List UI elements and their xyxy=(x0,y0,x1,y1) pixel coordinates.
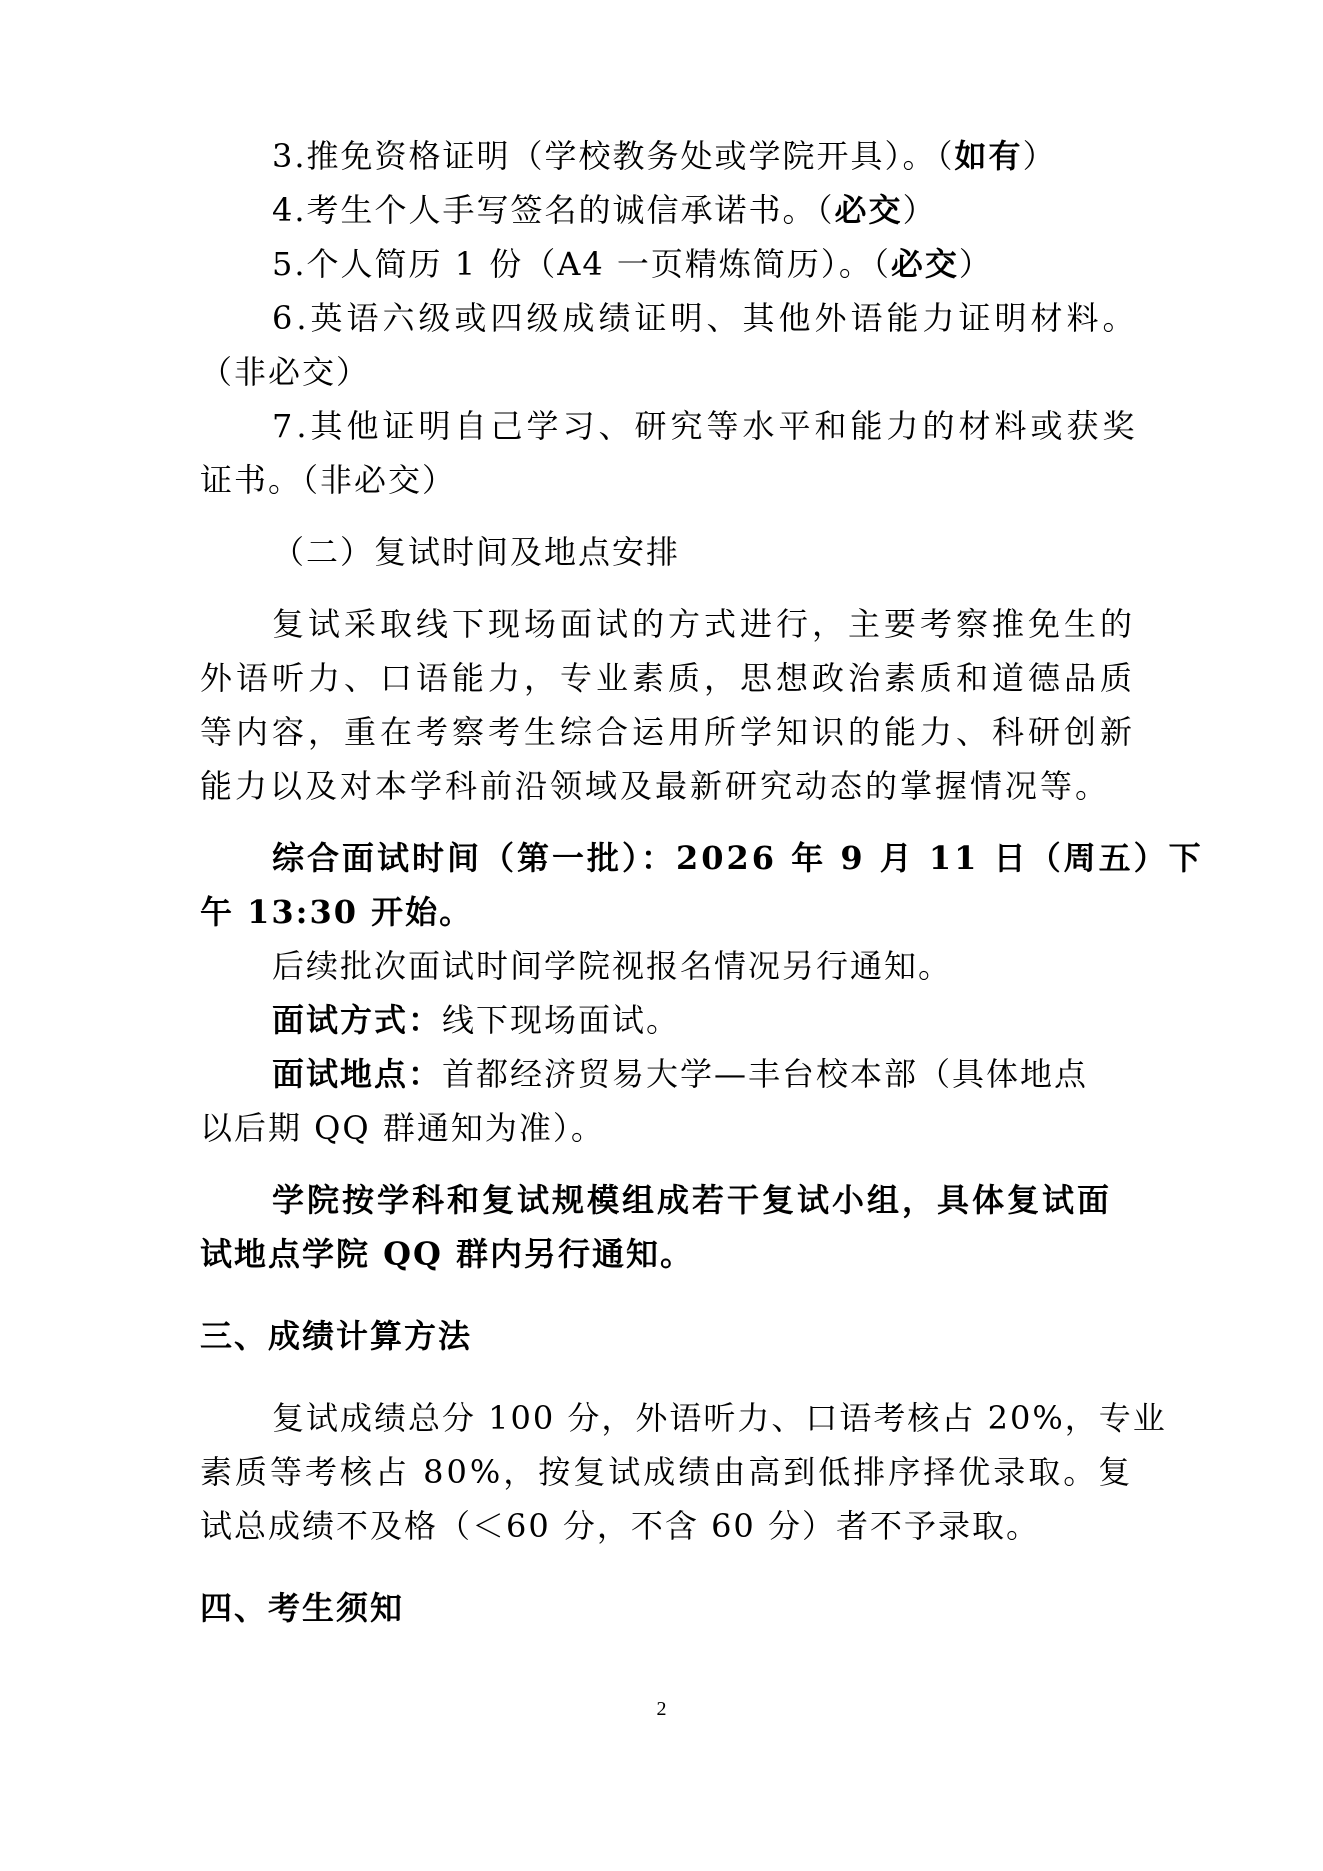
list-item-4-close: ） xyxy=(902,191,937,229)
paragraph-line: 试总成绩不及格（＜60 分，不含 60 分）者不予录取。 xyxy=(200,1507,1040,1545)
interview-time-line-2: 午 13:30 开始。 xyxy=(200,893,474,931)
list-item-3 xyxy=(272,136,1232,176)
list-item-5-close: ） xyxy=(958,245,993,283)
list-item-4-flag: 必交 xyxy=(834,191,903,229)
section-heading-3: 三、成绩计算方法 xyxy=(200,1317,473,1355)
interview-method xyxy=(272,1000,1232,1040)
paragraph-line: 等内容，重在考察考生综合运用所学知识的能力、科研创新 xyxy=(200,713,1137,751)
subsection-heading-2: （二）复试时间及地点安排 xyxy=(272,533,681,571)
paragraph-line: 外语听力、口语能力，专业素质，思想政治素质和道德品质 xyxy=(200,659,1137,697)
list-item-4-text: 4.考生个人手写签名的诚信承诺书。（ xyxy=(272,191,835,229)
interview-location-value: 首都经济贸易大学—丰台校本部（具体地点 xyxy=(442,1055,1089,1093)
list-item-6-line-2: （非必交） xyxy=(200,353,371,391)
list-item-5 xyxy=(272,244,1232,284)
page-number: 2 xyxy=(656,1698,667,1720)
paragraph-line: 后续批次面试时间学院视报名情况另行通知。 xyxy=(272,947,953,985)
list-item-3-text: 3.推免资格证明（学校教务处或学院开具）。（ xyxy=(272,137,955,175)
bold-notice-line-2: 试地点学院 QQ 群内另行通知。 xyxy=(200,1235,695,1273)
list-item-3-close: ） xyxy=(1022,137,1057,175)
interview-method-value: 线下现场面试。 xyxy=(442,1001,681,1039)
paragraph-line: 以后期 QQ 群通知为准）。 xyxy=(200,1109,605,1147)
section-heading-4: 四、考生须知 xyxy=(200,1589,405,1627)
list-item-3-flag: 如有 xyxy=(954,137,1023,175)
list-item-5-text: 5.个人简历 1 份（A4 一页精炼简历）。（ xyxy=(272,245,891,283)
interview-location-label: 面试地点： xyxy=(272,1055,443,1093)
paragraph-line: 复试成绩总分 100 分，外语听力、口语考核占 20%，专业 xyxy=(272,1399,1167,1437)
paragraph-line: 复试采取线下现场面试的方式进行，主要考察推免生的 xyxy=(272,605,1137,643)
list-item-4 xyxy=(272,190,1232,230)
bold-notice-line-1: 学院按学科和复试规模组成若干复试小组，具体复试面 xyxy=(272,1181,1113,1219)
list-item-7-line-2: 证书。（非必交） xyxy=(200,461,457,499)
paragraph-line: 能力以及对本学科前沿领域及最新研究动态的掌握情况等。 xyxy=(200,767,1111,805)
interview-method-label: 面试方式： xyxy=(272,1001,443,1039)
list-item-6-line-1: 6.英语六级或四级成绩证明、其他外语能力证明材料。 xyxy=(272,299,1139,337)
paragraph-line: 素质等考核占 80%，按复试成绩由高到低排序择优录取。复 xyxy=(200,1453,1134,1491)
list-item-7-line-1: 7.其他证明自己学习、研究等水平和能力的材料或获奖 xyxy=(272,407,1139,445)
interview-time-line-1: 综合面试时间（第一批）：2026 年 9 月 11 日（周五）下 xyxy=(272,839,1204,877)
interview-location xyxy=(272,1054,1232,1094)
list-item-5-flag: 必交 xyxy=(890,245,959,283)
